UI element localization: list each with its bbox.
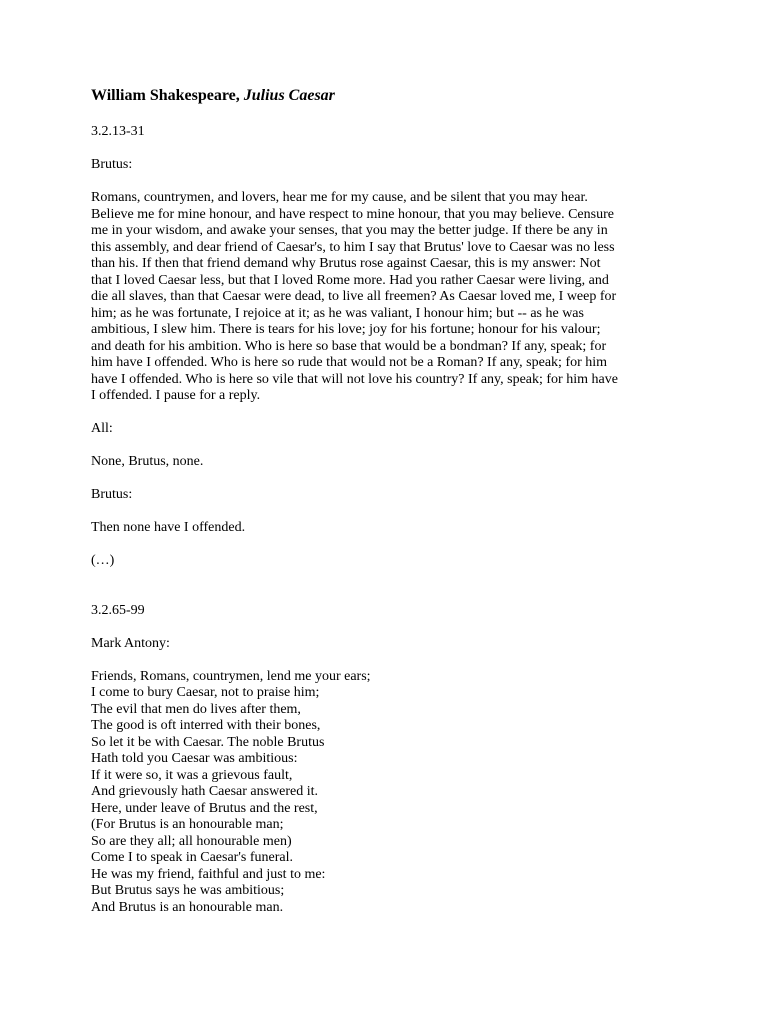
verse-line: Hath told you Caesar was ambitious: [91,751,298,766]
verse-line: So are they all; all honourable men) [91,833,292,849]
title-work: Julius Caesar [243,87,335,104]
document-title [91,84,691,108]
mark-antony-speech [91,669,691,917]
ellipsis-marker: (…) [91,553,115,568]
speech-line: this assembly, and dear friend of Caesar's, to him I say that Brutus' love to Caesar was no less [91,239,615,255]
verse-line: He was my friend, faithful and just to me: [91,866,326,882]
speaker-label-mark-antony: Mark Antony: [91,635,170,651]
speech-line: him; as he was fortunate, I rejoice at it; as he was valiant, I honour him; but -- as he was [91,305,584,321]
speech-line: Believe me for mine honour, and have respect to mine honour, that you may believe. Censure [91,206,614,222]
speech-line: me in your wisdom, and awake your senses, that you may the better judge. If there be any in [91,223,608,238]
verse-line: Come I to speak in Caesar's funeral. [91,850,293,865]
speech-line: Romans, countrymen, and lovers, hear me for my cause, and be silent that you may hear. [91,190,588,205]
speaker-label-brutus-2: Brutus: [91,487,133,502]
speech-line: that I loved Caesar less, but that I loved Rome more. Had you rather Caesar were living, and [91,272,609,288]
speech-line: him have I offended. Who is here so rude that would not be a Roman? If any, speak; for him [91,355,608,370]
verse-line: The good is oft interred with their bones, [91,718,321,733]
speech-line: I offended. I pause for a reply. [91,388,261,403]
speaker-label-brutus: Brutus: [91,157,133,172]
brutus-speech [91,190,691,405]
verse-line: (For Brutus is an honourable man; [91,817,284,832]
brutus-reply: Then none have I offended. [91,520,246,535]
speech-line: die all slaves, than that Caesar were dead, to live all freemen? As Caesar loved me, I weep for [91,289,617,304]
all-reply: None, Brutus, none. [91,454,204,469]
verse-line: And grievously hath Caesar answered it. [91,784,319,799]
verse-line: If it were so, it was a grievous fault, [91,767,293,783]
speech-line: ambitious, I slew him. There is tears for his love; joy for his fortune; honour for his valour; [91,322,601,337]
verse-line: Friends, Romans, countrymen, lend me your ears; [91,668,371,684]
verse-line: The evil that men do lives after them, [91,701,301,717]
section-reference-1: 3.2.13-31 [91,124,145,139]
speech-line: and death for his ambition. Who is here so base that would be a bondman? If any, speak; for [91,338,607,354]
verse-line: Here, under leave of Brutus and the rest, [91,800,318,816]
verse-line: I come to bury Caesar, not to praise him; [91,685,320,700]
verse-line: But Brutus says he was ambitious; [91,883,285,898]
title-author: William Shakespeare, [91,87,244,104]
verse-line: So let it be with Caesar. The noble Brutus [91,734,325,750]
speech-line: than his. If then that friend demand why Brutus rose against Caesar, this is my answer: Not [91,256,601,271]
speech-line: have I offended. Who is here so vile that will not love his country? If any, speak; for him have [91,371,618,387]
speaker-label-all: All: [91,421,113,436]
section-spacer [91,586,691,603]
section-reference-2: 3.2.65-99 [91,602,145,618]
verse-line: And Brutus is an honourable man. [91,899,284,915]
document-page [91,84,691,916]
